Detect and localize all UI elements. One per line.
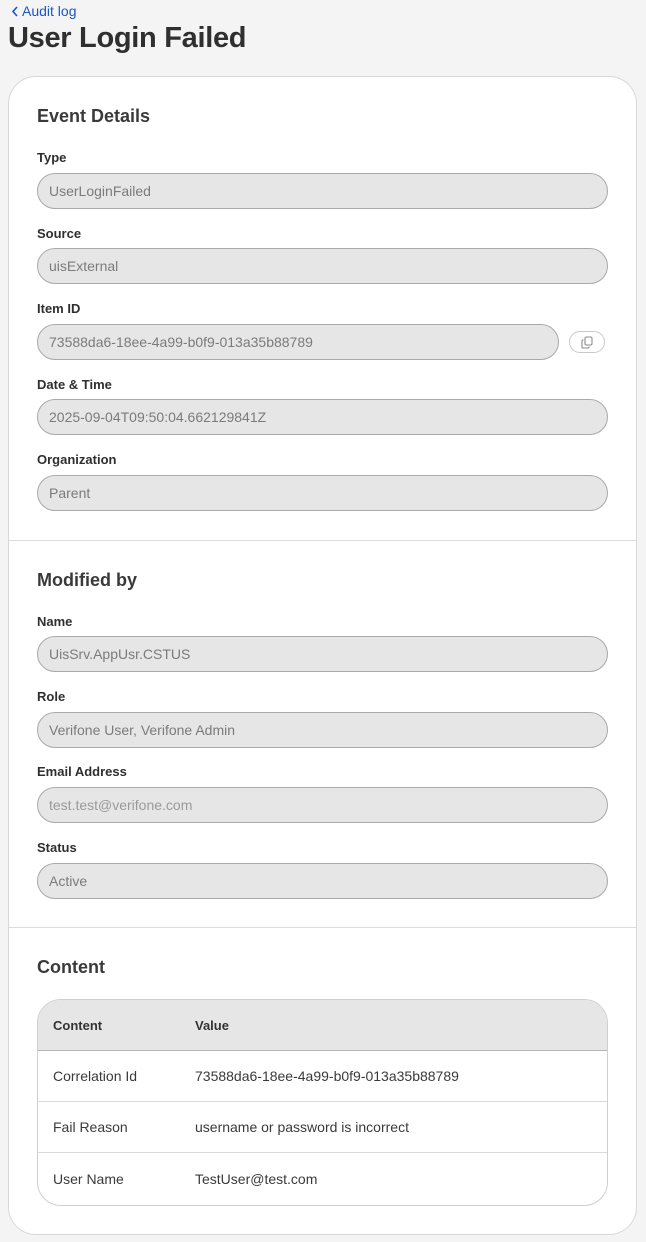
content-table: [37, 999, 608, 1206]
event-details-title: Event Details: [37, 106, 151, 126]
email-label: Email Address: [37, 764, 127, 779]
modified-by-title: Modified by: [37, 570, 137, 590]
audit-event-card: [8, 76, 637, 1235]
date-time-field[interactable]: [37, 399, 608, 435]
role-label: Role: [37, 689, 66, 704]
type-label: Type: [37, 150, 67, 165]
row-content-cell: Fail Reason: [53, 1119, 128, 1135]
row-value-cell: 73588da6-18ee-4a99-b0f9-013a35b88789: [195, 1068, 459, 1084]
section-divider: [9, 927, 636, 928]
row-value-cell: username or password is incorrect: [195, 1119, 409, 1135]
email-value: test.test@verifone.com: [49, 797, 193, 813]
table-header: [38, 1000, 607, 1051]
copy-item-id-button[interactable]: [569, 331, 605, 353]
email-field[interactable]: [37, 787, 608, 823]
copy-icon: [581, 336, 593, 349]
organization-label: Organization: [37, 452, 117, 467]
section-divider: [9, 540, 636, 541]
content-title: Content: [37, 957, 105, 977]
page-title: User Login Failed: [8, 22, 247, 54]
table-row: [38, 1102, 607, 1153]
date-time-label: Date & Time: [37, 377, 112, 392]
role-value: Verifone User, Verifone Admin: [49, 722, 235, 738]
status-value: Active: [49, 873, 88, 889]
role-field[interactable]: [37, 712, 608, 748]
source-field[interactable]: [37, 248, 608, 284]
organization-value: Parent: [49, 485, 91, 501]
back-to-audit-log-link[interactable]: [11, 2, 76, 20]
item-id-field[interactable]: [37, 324, 559, 360]
column-header-value: Value: [195, 1017, 229, 1033]
table-row: [38, 1051, 607, 1102]
table-row: [38, 1153, 607, 1204]
status-field[interactable]: [37, 863, 608, 899]
source-label: Source: [37, 226, 82, 241]
row-content-cell: Correlation Id: [53, 1068, 138, 1084]
chevron-left-icon: [11, 6, 19, 17]
organization-field[interactable]: [37, 475, 608, 511]
status-label: Status: [37, 840, 77, 855]
name-value: UisSrv.AppUsr.CSTUS: [49, 646, 191, 662]
name-field[interactable]: [37, 636, 608, 672]
row-value-cell: TestUser@test.com: [195, 1170, 318, 1187]
source-value: uisExternal: [49, 258, 119, 274]
item-id-value: 73588da6-18ee-4a99-b0f9-013a35b88789: [49, 334, 313, 350]
back-link-label: Audit log: [22, 3, 77, 19]
name-label: Name: [37, 614, 73, 629]
type-field[interactable]: [37, 173, 608, 209]
type-value: UserLoginFailed: [49, 183, 151, 199]
date-time-value: 2025-09-04T09:50:04.662129841Z: [49, 409, 267, 425]
row-content-cell: User Name: [53, 1170, 124, 1187]
item-id-label: Item ID: [37, 301, 81, 316]
column-header-content: Content: [53, 1017, 103, 1033]
